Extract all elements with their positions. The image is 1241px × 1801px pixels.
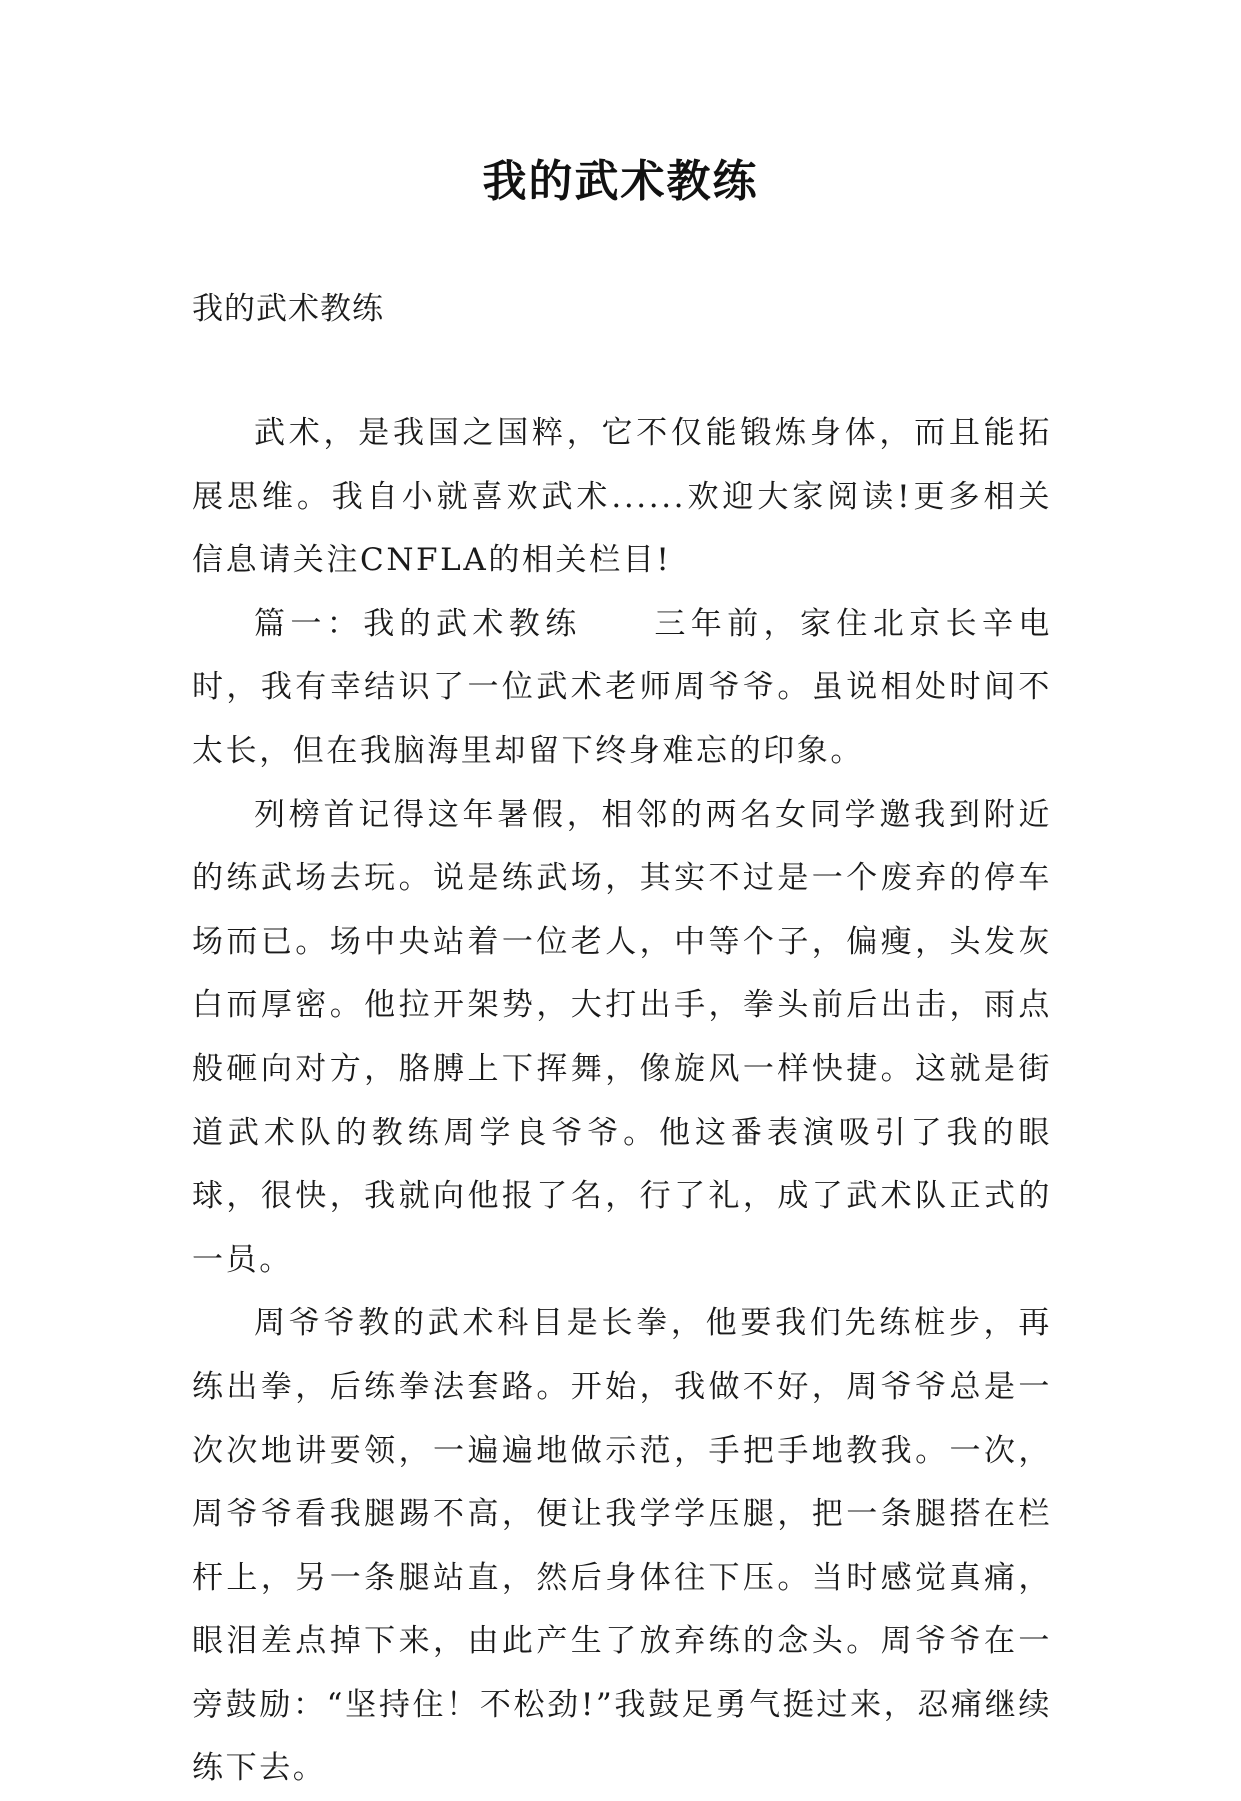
document-body [192, 402, 1052, 1801]
paragraph: 武术，是我国之国粹，它不仅能锻炼身体，而且能拓展思维。我自小就喜欢武术......欢迎大家阅读!更多相关信息请关注CNFLA的相关栏目! [192, 415, 1052, 579]
paragraph: 周爷爷教的武术科目是长拳，他要我们先练桩步，再练出拳，后练拳法套路。开始，我做不好，周爷爷总是一次次地讲要领，一遍遍地做示范，手把手地教我。一次，周爷爷看我腿踢不高，便让我学学压腿，把一条腿搭在栏杆上，另一条腿站直，然后身体往下压。当时感觉真痛，眼泪差点掉下来，由此产生了放弃练的念头。周爷爷在一旁鼓励：“坚持住！不松劲!”我鼓足勇气挺过来，忍痛继续练下去。 [192, 1305, 1052, 1787]
document-subtitle: 我的武术教练 [192, 291, 384, 327]
document-title: 我的武术教练 [482, 156, 759, 207]
paragraph: 列榜首记得这年暑假，相邻的两名女同学邀我到附近的练武场去玩。说是练武场，其实不过是一个废弃的停车场而已。场中央站着一位老人，中等个子，偏瘦，头发灰白而厚密。他拉开架势，大打出手，拳头前后出击，雨点般砸向对方，胳膊上下挥舞，像旋风一样快捷。这就是街道武术队的教练周学良爷爷。他这番表演吸引了我的眼球，很快，我就向他报了名，行了礼，成了武术队正式的一员。 [192, 796, 1052, 1278]
paragraph: 篇一：我的武术教练 三年前，家住北京长辛电时，我有幸结识了一位武术老师周爷爷。虽说相处时间不太长，但在我脑海里却留下终身难忘的印象。 [192, 605, 1052, 769]
